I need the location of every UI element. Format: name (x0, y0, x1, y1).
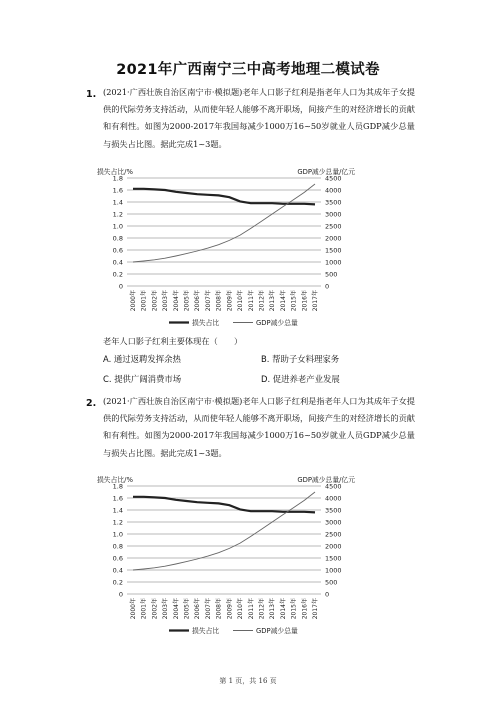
left-tick-label: 1.6 (112, 494, 123, 503)
x-tick-label: 2013年 (269, 598, 277, 620)
left-tick-label: 1.0 (112, 530, 123, 539)
option-b[interactable] (261, 353, 339, 365)
left-tick-label: 0.4 (112, 258, 123, 267)
x-tick-label: 2003年 (162, 290, 170, 312)
chart-2 (93, 476, 363, 641)
left-tick-label: 1.8 (112, 174, 123, 183)
left-tick-label: 0.2 (112, 578, 123, 587)
document-title: 2021年广西南宁三中高考地理二模试卷 (116, 62, 380, 78)
right-tick-label: 500 (325, 578, 338, 587)
option-a[interactable] (103, 353, 181, 365)
x-tick-label: 2002年 (151, 290, 159, 312)
option-b-letter: B. (261, 354, 270, 364)
question-1-text: (2021·广西壮族自治区南宁市·模拟题)老年人口影子红利是指老年人口为其成年子女提供的代际劳务支持活动，从而使年轻人能够不离开职场，间接产生的对经济增长的贡献和有利性。如图为2000-2017年我国每减少1000万16~50岁就业人员GDP减少总量与损失占比图。据此完成1~3题。 (103, 87, 415, 149)
right-tick-label: 4500 (325, 482, 342, 491)
x-tick-label: 2011年 (247, 598, 255, 620)
option-d-letter: D. (261, 374, 271, 384)
left-tick-label: 1.8 (112, 482, 123, 491)
x-tick-label: 2000年 (130, 598, 137, 620)
chart-2-svg (93, 476, 363, 641)
left-axis-title: 损失占比/% (97, 476, 133, 484)
right-tick-label: 0 (325, 282, 330, 291)
legend-label-loss-ratio: 损失占比 (192, 319, 220, 327)
right-tick-label: 4000 (325, 494, 342, 503)
x-tick-label: 2007年 (204, 290, 212, 312)
right-tick-label: 1000 (325, 258, 342, 267)
option-c[interactable] (103, 373, 181, 385)
right-tick-label: 4500 (325, 174, 342, 183)
legend-label-gdp-reduction: GDP减少总量 (256, 319, 298, 327)
option-d-text: 促进养老产业发展 (272, 374, 340, 384)
left-tick-label: 0.8 (112, 234, 123, 243)
x-tick-label: 2017年 (312, 598, 319, 620)
x-tick-label: 2012年 (258, 598, 266, 620)
x-tick-label: 2015年 (290, 598, 298, 620)
option-c-text: 提供广阔消费市场 (114, 374, 182, 384)
right-tick-label: 3000 (325, 518, 342, 527)
question-1-number: 1. (86, 89, 97, 100)
right-tick-label: 2000 (325, 542, 342, 551)
left-tick-label: 0 (118, 590, 123, 599)
chart-1 (93, 168, 363, 333)
right-tick-label: 4000 (325, 186, 342, 195)
right-tick-label: 500 (325, 270, 338, 279)
right-tick-label: 0 (325, 590, 330, 599)
right-axis-title: GDP减少总量/亿元 (297, 476, 355, 484)
left-tick-label: 0.2 (112, 270, 123, 279)
x-tick-label: 2008年 (215, 290, 223, 312)
left-tick-label: 0.4 (112, 566, 123, 575)
right-tick-label: 2500 (325, 530, 342, 539)
x-tick-label: 2016年 (301, 598, 309, 620)
x-tick-label: 2006年 (194, 290, 202, 312)
x-tick-label: 2001年 (140, 598, 148, 620)
left-tick-label: 0.6 (112, 246, 123, 255)
left-tick-label: 1.4 (112, 506, 123, 515)
x-tick-label: 2008年 (215, 598, 223, 620)
x-tick-label: 2015年 (290, 290, 298, 312)
x-tick-label: 2011年 (247, 290, 255, 312)
left-tick-label: 1.6 (112, 186, 123, 195)
question-2-number: 2. (86, 398, 97, 409)
right-tick-label: 1500 (325, 246, 342, 255)
x-tick-label: 2009年 (226, 598, 234, 620)
page-footer: 第 1 页，共 16 页 (219, 677, 277, 685)
option-c-letter: C. (103, 374, 112, 384)
x-tick-label: 2005年 (183, 598, 191, 620)
left-tick-label: 0.8 (112, 542, 123, 551)
x-tick-label: 2013年 (269, 290, 277, 312)
x-tick-label: 2003年 (162, 598, 170, 620)
x-tick-label: 2006年 (194, 598, 202, 620)
x-tick-label: 2012年 (258, 290, 266, 312)
left-tick-label: 1.0 (112, 222, 123, 231)
right-tick-label: 2500 (325, 222, 342, 231)
right-tick-label: 3500 (325, 198, 342, 207)
left-axis-title: 损失占比/% (97, 168, 133, 176)
x-tick-label: 2010年 (237, 598, 245, 620)
option-b-text: 帮助子女料理家务 (272, 354, 340, 364)
x-tick-label: 2004年 (172, 290, 180, 312)
question-1-stem: 老年人口影子红利主要体现在（ ） (103, 336, 243, 346)
right-tick-label: 3500 (325, 506, 342, 515)
x-tick-label: 2001年 (140, 290, 148, 312)
x-tick-label: 2000年 (130, 290, 137, 312)
right-tick-label: 3000 (325, 210, 342, 219)
right-tick-label: 2000 (325, 234, 342, 243)
x-tick-label: 2004年 (172, 598, 180, 620)
x-tick-label: 2010年 (237, 290, 245, 312)
left-tick-label: 1.4 (112, 198, 123, 207)
legend-label-gdp-reduction: GDP减少总量 (256, 627, 298, 635)
right-axis-title: GDP减少总量/亿元 (297, 168, 355, 176)
left-tick-label: 0 (118, 282, 123, 291)
chart-1-svg (93, 168, 363, 333)
x-tick-label: 2009年 (226, 290, 234, 312)
x-tick-label: 2016年 (301, 290, 309, 312)
option-a-letter: A. (103, 354, 112, 364)
x-tick-label: 2017年 (312, 290, 319, 312)
option-a-text: 通过返聘发挥余热 (113, 354, 181, 364)
legend-label-loss-ratio: 损失占比 (192, 627, 220, 635)
left-tick-label: 0.6 (112, 554, 123, 563)
x-tick-label: 2014年 (279, 598, 287, 620)
x-tick-label: 2005年 (183, 290, 191, 312)
x-tick-label: 2002年 (151, 598, 159, 620)
x-tick-label: 2007年 (204, 598, 212, 620)
right-tick-label: 1500 (325, 554, 342, 563)
left-tick-label: 1.2 (112, 518, 123, 527)
x-tick-label: 2014年 (279, 290, 287, 312)
question-2-text: (2021·广西壮族自治区南宁市·模拟题)老年人口影子红利是指老年人口为其成年子女提供的代际劳务支持活动，从而使年轻人能够不离开职场，间接产生的对经济增长的贡献和有利性。如图为2000-2017年我国每减少1000万16~50岁就业人员GDP减少总量与损失占比图。据此完成1~3题。 (103, 396, 415, 458)
right-tick-label: 1000 (325, 566, 342, 575)
left-tick-label: 1.2 (112, 210, 123, 219)
option-d[interactable] (261, 373, 340, 385)
